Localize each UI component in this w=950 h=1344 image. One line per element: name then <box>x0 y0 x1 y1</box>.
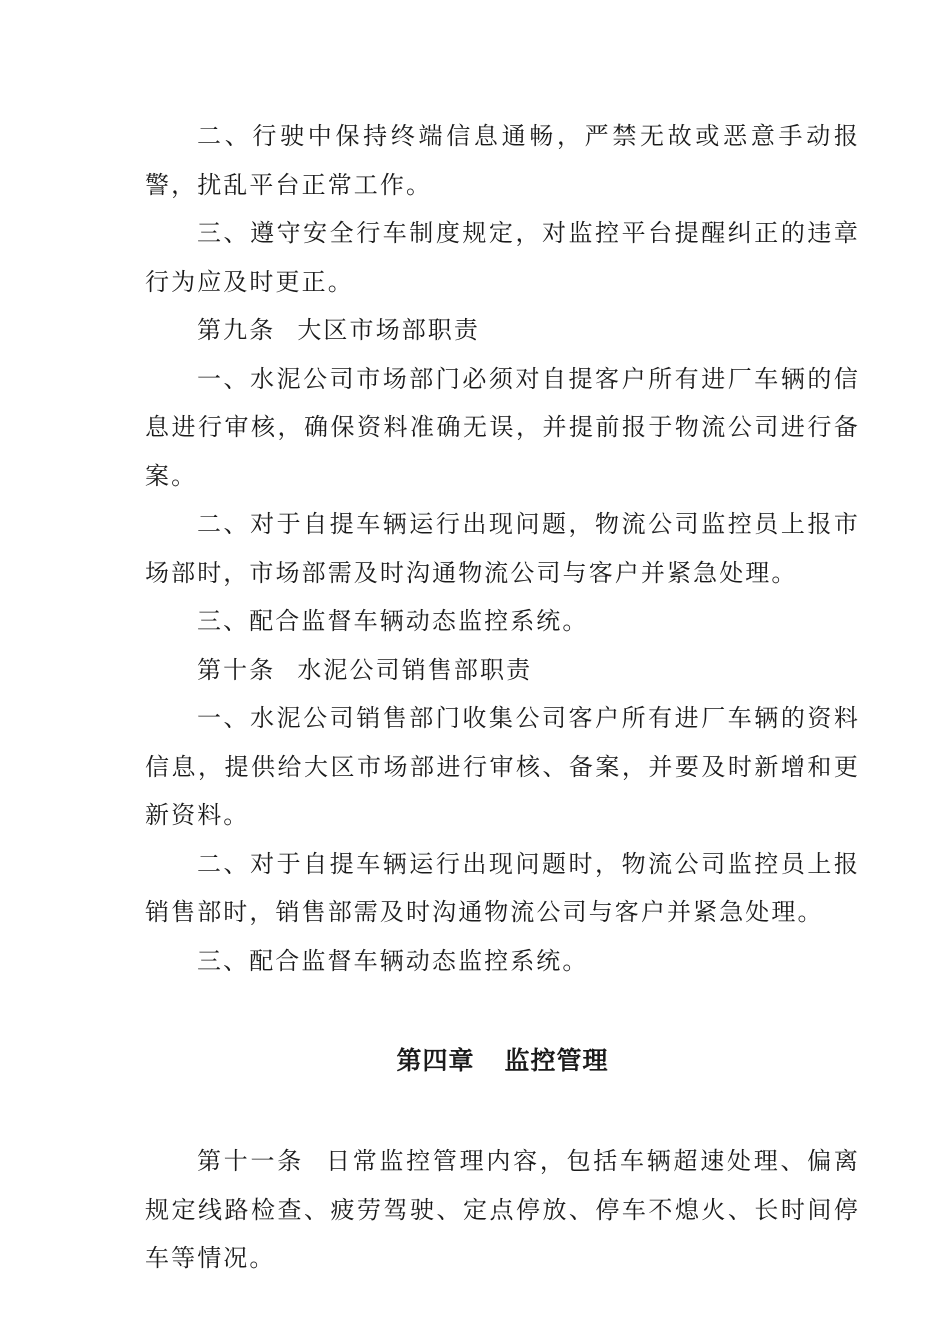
article-11-paragraph <box>145 1137 860 1283</box>
article-9-heading <box>145 306 860 355</box>
chapter-title: 监控管理 <box>504 1046 609 1075</box>
article-10-item-1: 一、水泥公司销售部门收集公司客户所有进厂车辆的资料信息，提供给大区市场部进行审核、备案，并要及时新增和更新资料。 <box>145 704 860 829</box>
article-10-item-3: 三、配合监督车辆动态监控系统。 <box>197 946 589 975</box>
chapter-heading <box>145 1037 860 1085</box>
paragraph-safety-rules: 三、遵守安全行车制度规定，对监控平台提醒纠正的违章行为应及时更正。 <box>145 219 860 296</box>
document-body <box>145 112 860 1283</box>
paragraph-terminal-info: 二、行驶中保持终端信息通畅，严禁无故或恶意手动报警，扰乱平台正常工作。 <box>145 122 860 199</box>
chapter-number: 第四章 <box>396 1046 475 1075</box>
article-11-text: 日常监控管理内容，包括车辆超速处理、偏离规定线路检查、疲劳驾驶、定点停放、停车不熄火、长时间停车等情况。 <box>145 1147 861 1272</box>
article-9-number: 第九条 <box>197 316 276 344</box>
article-9-title: 大区市场部职责 <box>297 316 481 344</box>
article-9-item-2: 二、对于自提车辆运行出现问题，物流公司监控员上报市场部时，市场部需及时沟通物流公司与客户并紧急处理。 <box>145 510 860 587</box>
article-9-item-1: 一、水泥公司市场部门必须对自提客户所有进厂车辆的信息进行审核，确保资料准确无误，并提前报于物流公司进行备案。 <box>145 364 860 490</box>
article-10-item-2: 二、对于自提车辆运行出现问题时，物流公司监控员上报销售部时，销售部需及时沟通物流公司与客户并紧急处理。 <box>145 849 860 926</box>
article-10-title: 水泥公司销售部职责 <box>297 655 533 684</box>
article-10-heading <box>145 646 860 695</box>
article-10-number: 第十条 <box>197 655 276 684</box>
article-9-item-3: 三、配合监督车辆动态监控系统。 <box>197 607 589 635</box>
article-11-number: 第十一条 <box>197 1147 304 1175</box>
